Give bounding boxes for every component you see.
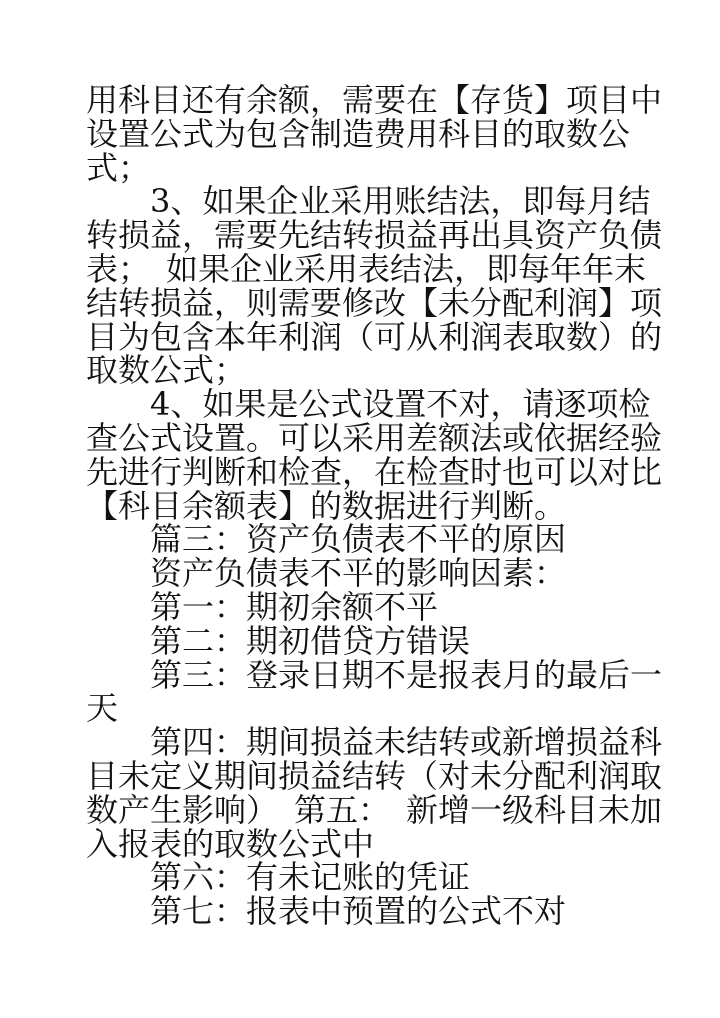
paragraph-item-4: 4、如果是公式设置不对，请逐项检查公式设置。可以采用差额法或依据经验先进行判断和检查，在检查时也可以对比【科目余额表】的数据进行判断。 xyxy=(86,385,663,525)
factor-2: 第二：期初借贷方错误 xyxy=(150,621,471,660)
factor-3: 第三：登录日期不是报表月的最后一天 xyxy=(86,655,663,728)
paragraph-continuation: 用科目还有余额，需要在【存货】项目中设置公式为包含制造费用科目的取数公式； xyxy=(86,81,663,187)
section-heading: 篇三：资产负债表不平的原因 xyxy=(150,520,567,559)
factor-6: 第六：有未记账的凭证 xyxy=(150,858,471,897)
document-page xyxy=(86,81,666,931)
factor-7: 第七：报表中预置的公式不对 xyxy=(150,892,567,931)
paragraph-item-3: 3、如果企业采用账结法，即每月结转损益，需要先结转损益再出具资产负债表； 如果企业采用表结法，即每年年末结转损益，则需要修改【未分配利润】项目为包含本年利润（可从利润表取数）的取数公式； xyxy=(86,182,663,390)
factor-1: 第一：期初余额不平 xyxy=(150,587,439,626)
factor-4-and-5: 第四：期间损益未结转或新增损益科目未定义期间损益结转（对未分配利润取数产生影响） 第五： 新增一级科目未加入报表的取数公式中 xyxy=(86,723,663,863)
factors-intro: 资产负债表不平的影响因素： xyxy=(150,554,567,593)
